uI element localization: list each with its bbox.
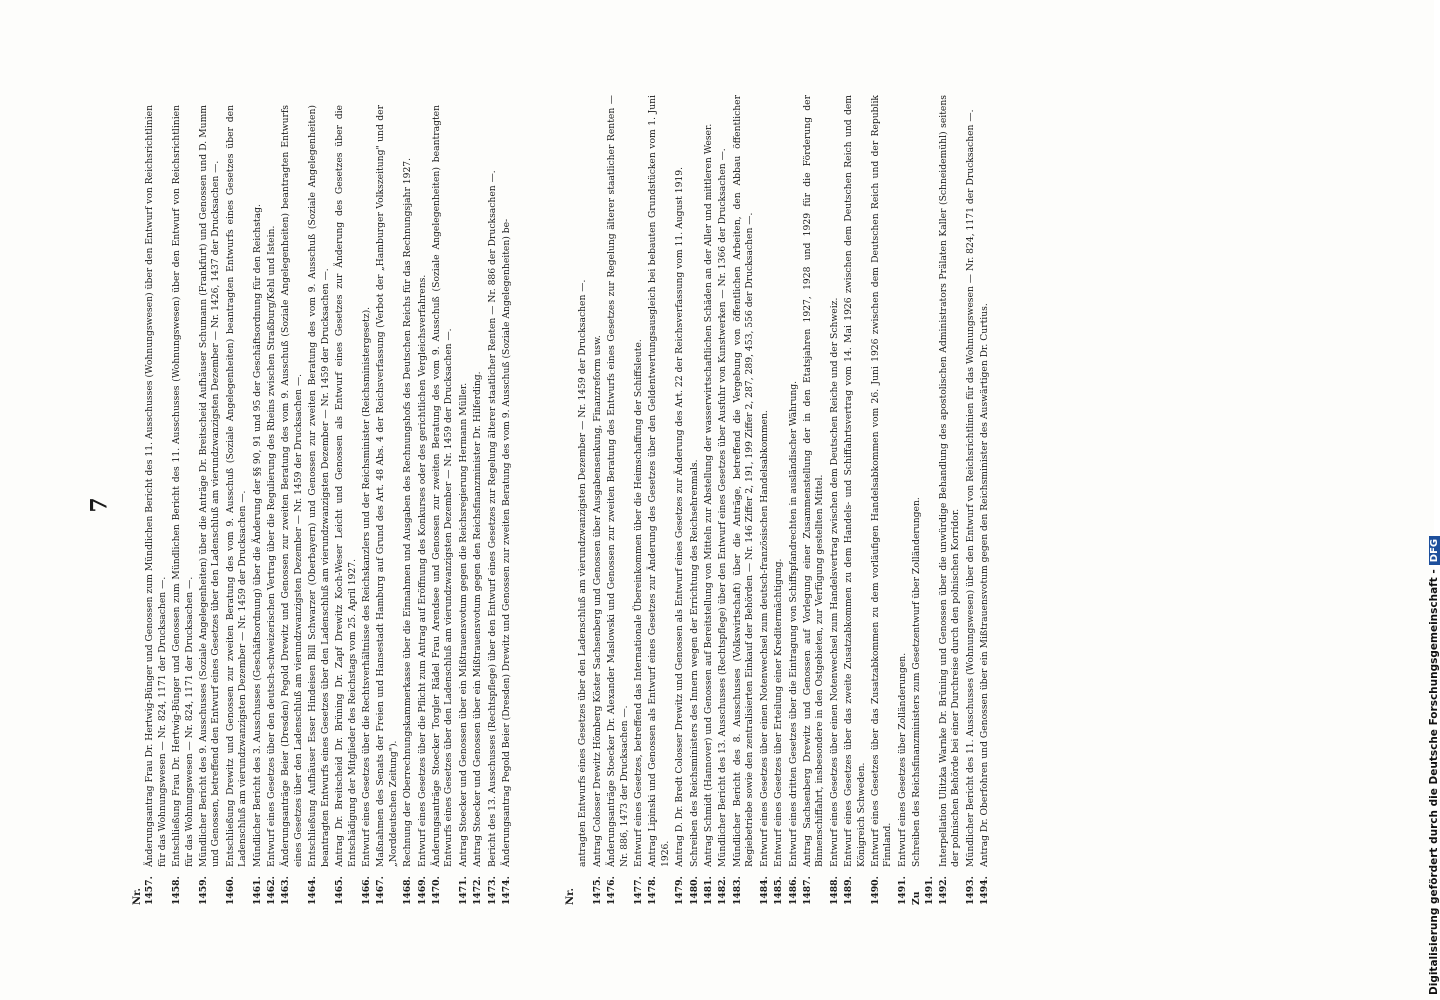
entry-text: Bericht des 13. Ausschusses (Rechtspflege) über den Entwurf eines Gesetzes zur Regelung älterer staatlicher Renten — Nr. 886 der Drucksachen —. [486,170,498,867]
entry-number: 1477. [633,876,645,905]
entry-text: Entwurf eines Gesetzes über das zweite Zusatzabkommen zu dem Handels- und Schiffahrtsvertrag vom 14. Mai 1926 zwischen dem Deutschen Reich und dem Königreich Schweden. [843,95,867,867]
entry-number: 1471. [457,876,469,905]
entry-number: 1478. [647,876,659,905]
entry-number: 1458. [171,876,183,905]
entry-text: Mündlicher Bericht des 3. Ausschusses (Geschäftsordnung) über die Änderung der §§ 90, 91 und 95 der Geschäftsordnung für den Reichstag. [251,204,263,867]
left-entry [472,105,484,905]
left-entry [334,105,359,905]
right-entry [965,95,977,905]
entry-number: 1482. [717,876,729,905]
entry-text: Antrag Stoecker und Genossen über ein Mißtrauensvotum gegen die Reichsregierung Hermann Müller. [457,382,469,867]
entry-number: 1463. [280,876,292,905]
entry-text: Entschließung Drewitz und Genossen zur zweiten Beratung des vom 9. Ausschuß (Soziale Angelegenheiten) beantragten Entwurfs eines Gesetzes über den Ladenschluß am vierundzwanzigsten Dezember — Nr. 1459 der Drucksachen —. [224,105,249,867]
right-entry [897,95,909,905]
entry-number [577,867,589,905]
dfg-logo: DFG [1429,536,1440,565]
left-entry [431,105,456,905]
entry-number: 1489. [843,876,855,905]
entry-text: Antrag Sachsenberg Drewitz und Genossen auf Vorlegung einer Zusammenstellung der in den Etatsjahren 1927, 1928 und 1929 für die Förderung der Binnenschiffahrt, insbesondere in den Ostgebieten, zur Verfügung gestellten Mittel. [801,95,826,867]
left-entry-list [144,105,513,905]
right-entry [717,95,729,905]
digitization-credit [1428,536,1440,995]
right-entry [577,95,589,905]
left-column [132,105,515,905]
right-entry [802,95,827,905]
entry-text: Schreiben des Reichsministers des Innern wegen der Errichtung des Reichsehrenmals. [688,459,700,867]
left-entry [458,105,470,905]
left-entry [144,105,169,905]
entry-number: 1479. [674,876,686,905]
entry-number: Zu 1491. [911,876,935,905]
right-entry [773,95,785,905]
entry-text: Entwurf eines Gesetzes über das Zusatzabkommen zu dem vorläufigen Handelsabkommen vom 26. Juni 1926 zwischen dem Deutschen Reich und der Republik Finnland. [869,95,894,867]
entry-number: 1494. [979,876,991,905]
entry-number: 1475. [591,876,603,905]
left-entry [361,105,373,905]
entry-text: Antrag Dr. Breitscheid Dr. Brüning Dr. Zapf Drewitz Koch-Weser Leicht und Genossen als Entwurf eines Gesetzes zur Änderung des Gesetzes über die Entschädigung der Mitglieder des Reichstags vom 25. April 1927. [334,105,358,867]
entry-number: 1490. [869,876,881,905]
entry-text: Antrag D. Dr. Bredt Colosser Drewitz und Genossen als Entwurf eines Gesetzes zur Änderung des Art. 22 der Reichsverfassung vom 11. August 1919. [674,166,686,867]
credit-text: Digitalisierung gefördert durch die Deutsche Forschungsgemeinschaft - [1428,569,1440,995]
entry-text: Antrag Dr. Oberfohren und Genossen über ein Mißtrauensvotum gegen den Reichsminister des Auswärtigen Dr. Curtius. [979,303,991,867]
entry-number: 1466. [360,876,372,905]
left-entry [171,105,196,905]
right-column-header: Nr. [565,888,576,905]
entry-text: Änderungsanträge Stoecker Torgler Rädel Frau Arendsee und Genossen zur zweiten Beratung des vom 9. Ausschuß (Soziale Angelegenheiten) beantragten Entwurfs eines Gesetzes über den Ladenschluß am vierundzwanzigsten Dezember — Nr. 1459 der Drucksachen —. [430,105,455,867]
entry-number: 1467. [375,876,387,905]
right-entry [732,95,757,905]
entry-text: Antrag Schmidt (Hannover) und Genossen auf Bereitstellung von Mitteln zur Abstellung der wasserwirtschaftlichen Schäden an der Aller und mittleren Weser. [703,123,715,867]
entry-number: 1480. [688,876,700,905]
entry-text: Entwurf eines Gesetzes über einen Notenwechsel zum deutsch-französischen Handelsabkommen. [758,410,770,867]
left-entry [307,105,332,905]
entry-text: Entwurf eines Gesetzes über einen Notenwechsel zum Handelsvertrag zwischen dem Deutschen Reiche und der Schweiz. [828,297,840,867]
entry-text: Änderungsanträge Stoecker Dr. Alexander Maslowski und Genossen zur zweiten Beratung des Entwurfs eines Gesetzes zur Regelung älterer staatlicher Renten — Nr. 886, 1473 der Drucksachen —. [606,95,630,867]
right-entry [592,95,604,905]
entry-number: 1488. [828,876,840,905]
entry-text: Mündlicher Bericht des 8. Ausschusses (Volkswirtschaft) über die Anträge, betreffend die Vergebung von öffentlichen Arbeiten, den Abbau öffentlicher Regiebetriebe sowie den zentralisierten Einkauf der Behörden — Nr. 146 Ziffer 2, 191, 199 Ziffer 2, 287, 289, 453, 556 der Drucksachen —. [731,95,756,867]
entry-text: Rechnung der Oberrechnungskammerkasse über die Einnahmen und Ausgaben des Rechnungshofs des Deutschen Reichs für das Rechnungsjahr 1927. [402,157,414,867]
entry-number: 1481. [703,876,715,905]
right-entry [788,95,800,905]
entry-number: 1493. [964,876,976,905]
entry-number: 1465. [334,876,346,905]
entry-text: Entwurf eines Gesetzes über Erteilung einer Kreditermächtigung. [773,558,785,867]
left-entry [501,105,513,905]
entry-text: Antrag Colosser Drewitz Hömberg Köster Sachsenberg und Genossen über Ausgabensenkung, Finanzreform usw. [591,335,603,867]
entry-text: antragten Entwurfs eines Gesetzes über den Ladenschluß am vierundzwanzigsten Dezember — Nr. 1459 der Drucksachen —. [577,279,589,867]
entry-text: Antrag Stoecker und Genossen über ein Mißtrauensvotum gegen den Reichsfinanzminister Dr. Hilferding. [472,371,484,867]
entry-number: 1483. [731,876,743,905]
right-entry [829,95,841,905]
entry-number: 1486. [787,876,799,905]
entry-number: 1460. [224,876,236,905]
entry-number: 1474. [500,876,512,905]
left-column-header: Nr. [132,888,143,905]
entry-number: 1491. [896,876,908,905]
page-number: 7 [86,497,113,513]
entry-text: Entwurf eines dritten Gesetzes über die Eintragung von Schiffspfandrechten in ausländischer Währung. [787,380,799,867]
entry-text: Maßnahmen des Senats der Freien und Hansestadt Hamburg auf Grund des Art. 48 Abs. 4 der Reichsverfassung (Verbot der „Hamburger Volkszeitung" und der „Norddeutschen Zeitung"). [375,105,399,867]
entry-text: Änderungsanträge Beier (Dresden) Pegold Drewitz und Genossen zur zweiten Beratung des vom 9. Ausschuß (Soziale Angelegenheiten) beantragten Entwurfs eines Gesetzes über den Ladenschluß am vierundzwanzigsten Dezember — Nr. 1459 der Drucksachen —. [280,105,304,867]
left-entry [252,105,264,905]
right-entry [674,95,686,905]
entry-text: Änderungsantrag Frau Dr. Hertwig-Bünger und Genossen zum Mündlichen Bericht des 11. Ausschusses (Wohnungswesen) über den Entwurf von Reichsrichtlinien für das Wohnungswesen — Nr. 824, 1171 der Drucksachen —. [144,105,168,867]
right-entry [633,95,645,905]
entry-number: 1461. [251,876,263,905]
entry-number: 1469. [416,876,428,905]
left-entry [375,105,400,905]
left-entry [402,105,414,905]
right-entry [911,95,936,905]
left-entry [225,105,250,905]
entry-number: 1470. [430,876,442,905]
entry-text: Mündlicher Bericht des 11. Ausschusses (Wohnungswesen) über den Entwurf von Reichsrichtlinien für das Wohnungswesen — Nr. 824, 1171 der Drucksachen —. [964,109,976,867]
right-entry [938,95,963,905]
entry-text: Interpellation Ulitzka Warnke Dr. Brüning und Genossen über die unwürdige Behandlung des apostolischen Administrators Prälaten Kaller (Schneidemühl) seitens der polnischen Behörde bei einer Durchreise durch den polnischen Korridor. [937,95,962,867]
entry-number: 1473. [486,876,498,905]
entry-text: Änderungsantrag Pegold Beier (Dresden) Drewitz und Genossen zur zweiten Beratung des vom 9. Ausschuß (Soziale Angelegenheiten) be- [500,218,512,867]
entry-number: 1487. [801,876,813,905]
entry-text: Entwurf eines Gesetzes über die Rechtsverhältnisse des Reichskanzlers und der Reichsminister (Reichsministergesetz). [360,306,372,867]
entry-number: 1485. [773,876,785,905]
right-entry [759,95,771,905]
left-entry [487,105,499,905]
entry-number: 1472. [472,876,484,905]
entry-text: Mündlicher Bericht des 13. Ausschusses (Rechtspflege) über den Entwurf eines Gesetzes über Ausfuhr von Kunstwerken — Nr. 1366 der Drucksachen —. [717,148,729,867]
entry-text: Entwurf eines Gesetzes über den deutsch-schweizerischen Vertrag über die Regulierung des Rheins zwischen Straßburg/Kehl und Istein. [266,225,278,867]
right-entry [703,95,715,905]
entry-text: Entwurf eines Gesetzes über Zolländerungen. [896,652,908,867]
right-entry [870,95,895,905]
left-entry [417,105,429,905]
entry-text: Entwurf eines Gesetzes über die Pflicht zum Antrag auf Eröffnung des Konkurses oder des gerichtlichen Vergleichsverfahrens. [416,274,428,867]
entry-text: Entschließung Aufhäuser Esser Hindeisen Bill Schwarzer (Oberbayern) und Genossen zur zweiten Beratung des vom 9. Ausschuß (Soziale Angelegenheiten) beantragten Entwurfs eines Gesetzes über den Ladenschluß am vierundzwanzigsten Dezember — Nr. 1459 der Drucksachen —. [307,105,331,867]
left-entry [198,105,223,905]
entry-text: Schreiben des Reichsfinanzministers zum Gesetzentwurf über Zolländerungen. [911,497,923,867]
entry-text: Entwurf eines Gesetzes, betreffend das Internationale Übereinkommen über die Heimschaffung der Schiffsleute. [633,339,645,867]
right-entry [647,95,672,905]
entry-number: 1462. [266,876,278,905]
entry-number: 1459. [198,876,210,905]
entry-number: 1468. [402,876,414,905]
right-entry [843,95,868,905]
entry-number: 1457. [144,876,156,905]
right-entry [606,95,631,905]
entry-text: Antrag Lipinski und Genossen als Entwurf eines Gesetzes zur Änderung des Gesetzes über den Geldentwertungsausgleich bei bebauten Grundstücken vom 1. Juni 1926. [647,95,671,867]
right-entry [979,95,991,905]
right-entry-list [577,95,991,905]
entry-number: 1464. [307,876,319,905]
left-entry [280,105,305,905]
right-column-content [565,95,994,905]
entry-text: Mündlicher Bericht des 9. Ausschusses (Soziale Angelegenheiten) über die Anträge Dr. Breitscheid Aufhäuser Schumann (Frankfurt) und Genossen und D. Mumm und Genossen, betreffend den Entwurf eines Gesetzes über den Ladenschluß am vierundzwanzigsten Dezember — Nr. 1426, 1437 der Drucksachen —. [198,105,222,867]
right-entry [689,95,701,905]
entry-number: 1492. [937,876,949,905]
entry-number: 1484. [758,876,770,905]
entry-number: 1476. [606,876,618,905]
left-entry [266,105,278,905]
entry-text: Entschließung Frau Dr. Hertwig-Bünger und Genossen zum Mündlichen Bericht des 11. Ausschusses (Wohnungswesen) über den Entwurf von Reichsrichtlinien für das Wohnungswesen — Nr. 824, 1171 der Drucksachen —. [171,105,195,867]
